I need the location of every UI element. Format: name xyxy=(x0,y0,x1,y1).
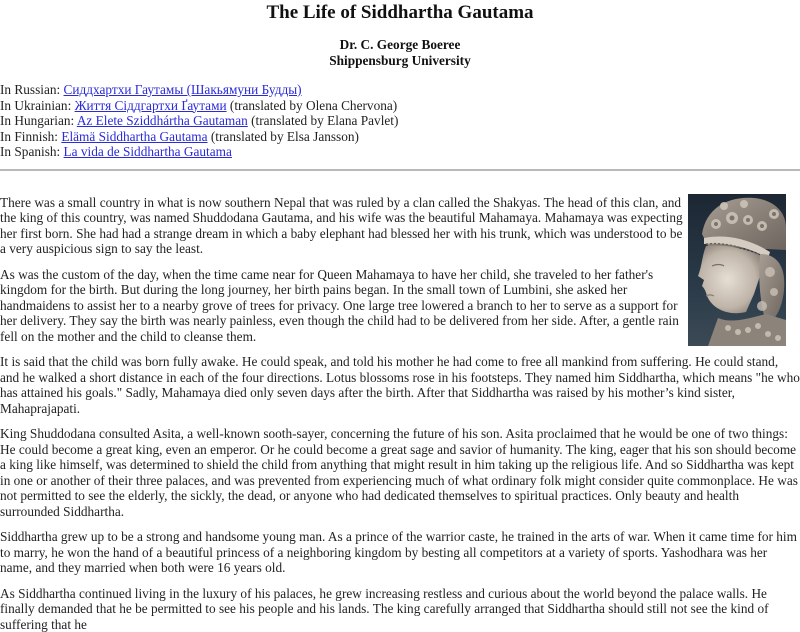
paragraph-2: As was the custom of the day, when the time came near for Queen Mahamaya to have her child, she traveled to her father's kingdom for the birth. But during the long journey, her birth pains began. In the small town of Lumbini, she asked her handmaidens to assist her to a nearby grove of trees for privacy. One large tree lowered a branch to her to serve as a support for her delivery. They say the birth was nearly painless, even though the child had to be delivered from her side. After, a gentle rain fell on the mother and the child to cleanse them. xyxy=(0,266,679,344)
translation-link-russian[interactable]: Сиддхартхи Гаутамы (Шакьямуни Будды) xyxy=(63,82,302,97)
paragraph-4: King Shuddodana consulted Asita, a well-known sooth-sayer, concerning the future of his son. Asita proclaimed that he would be one of two things: He could become a great king, even an emperor. Or he could become a great sage and savior of humanity. The king, eager that his son should become a king like himself, was determined to shield the child from anything that might result in him taking up the religious life. And so Siddhartha was kept in one or another of their three palaces, and was prevented from experiencing much of what ordinary folk might consider quite commonplace. He was not permitted to see the elderly, the sickly, the dead, or anyone who had dedicated themselves to spiritual practices. Only beauty and health surrounded Siddhartha. xyxy=(0,426,798,519)
translation-link-spanish[interactable]: La vida de Siddhartha Gautama xyxy=(63,144,232,160)
translator-credit: (translated by Olena Chervona) xyxy=(226,97,398,113)
translation-spanish xyxy=(0,144,800,160)
paragraph-3: It is said that the child was born fully awake. He could speak, and told his mother he had come to free all mankind from suffering. He could stand, and he walked a short distance in each of the four directions. Lotus blossoms rose in his footsteps. They named him Siddhartha, which means "he who has attained his goals." Sadly, Mahamaya died only seven days after the birth. After that Siddhartha was raised by his mother’s kind sister, Mahaprajapati. xyxy=(0,354,800,416)
translation-link-hungarian[interactable]: Az Elete Sziddhártha Gautaman xyxy=(76,113,248,129)
translation-link-ukrainian[interactable]: Життя Сіддгартхи Ґаутами xyxy=(74,97,227,113)
translator-credit: (translated by Elsa Jansson) xyxy=(207,128,359,144)
translation-finnish xyxy=(0,129,800,145)
horizontal-divider xyxy=(0,169,800,171)
translation-russian xyxy=(0,82,800,98)
author-name: Dr. C. George Boeree xyxy=(339,37,461,52)
translation-hungarian xyxy=(0,113,800,129)
paragraph-5: Siddhartha grew up to be a strong and handsome young man. As a prince of the warrior caste, he trained in the arts of war. When it came time for him to marry, he won the hand of a beautiful princess of a neighboring kingdom by besting all competitors at a variety of sports. Yashodhara was her name, and they married when both were 16 years old. xyxy=(0,529,797,576)
article-body xyxy=(0,195,800,632)
translator-credit: (translated by Elana Pavlet) xyxy=(247,113,399,129)
page-title: The Life of Siddhartha Gautama xyxy=(266,2,534,23)
translation-label: In Russian: xyxy=(0,82,64,97)
paragraph-6: As Siddhartha continued living in the luxury of his palaces, he grew increasing restless and curious about the world beyond the palace walls. He finally demanded that he be permitted to see his people and his lands. The king carefully arranged that Siddhartha should still not see the kind of suffering that he xyxy=(0,585,769,632)
translation-label: In Hungarian: xyxy=(0,113,77,129)
translation-label: In Finnish: xyxy=(0,128,62,144)
translation-label: In Spanish: xyxy=(0,144,64,160)
paragraph-1: There was a small country in what is now southern Nepal that was ruled by a clan called the Shakyas. The head of this clan, and the king of this country, was named Shuddodana Gautama, and his wife was the beautiful Mahamaya. Mahamaya was expecting her first born. She had had a strange dream in which a baby elephant had blessed her with his trunk, which was understood to be a very auspicious sign to say the least. xyxy=(0,194,683,257)
author-institution: Shippensburg University xyxy=(329,52,471,68)
translations-list xyxy=(0,82,800,160)
translation-label: In Ukrainian: xyxy=(0,97,75,113)
byline xyxy=(0,37,800,68)
translation-ukrainian xyxy=(0,98,800,114)
buddha-statue-image xyxy=(688,194,786,346)
translation-link-finnish[interactable]: Elämä Siddhartha Gautama xyxy=(61,128,208,144)
